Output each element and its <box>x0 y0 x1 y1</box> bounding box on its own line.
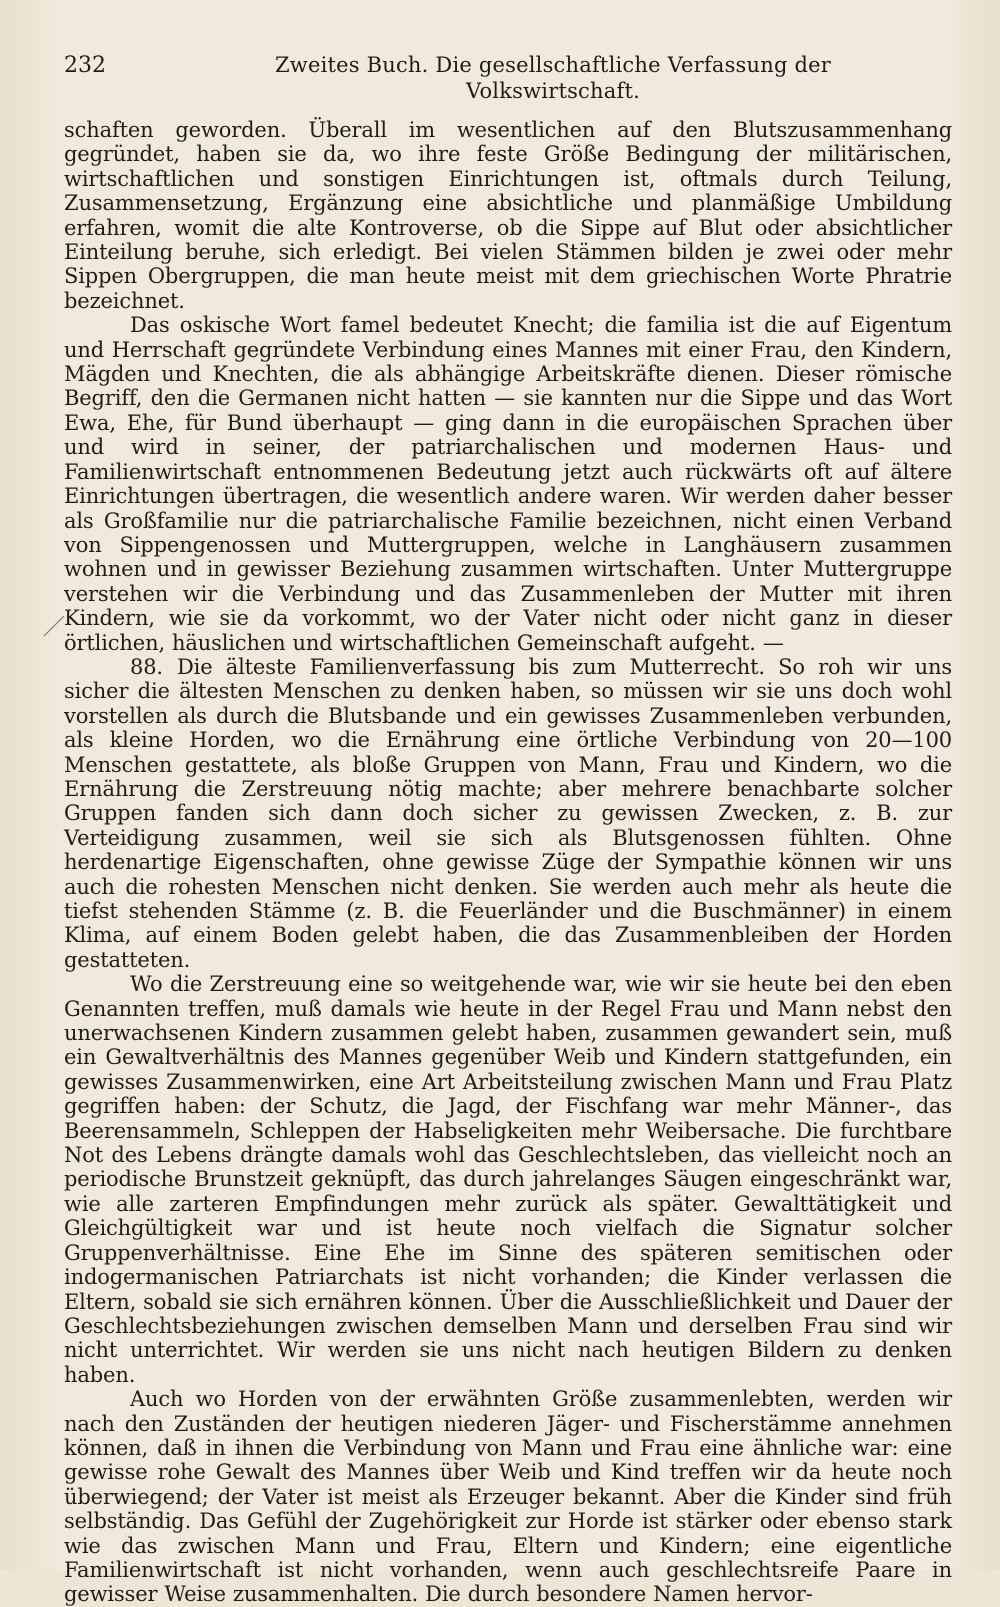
paragraph-continuation: schaften geworden. Überall im wesentlichen auf den Blutszusammenhang gegründet, haben sie da, wo ihre feste Größe Bedingung der militärischen, wirtschaftlichen und sonstigen Einrichtungen ist, oftmals durch Teilung, Zusammensetzung, Ergänzung eine absichtliche und planmäßige Umbildung erfahren, womit die alte Kontroverse, ob die Sippe auf Blut oder absichtlicher Einteilung beruhe, sich erledigt. Bei vielen Stämmen bilden je zwei oder mehr Sippen Obergruppen, die man heute meist mit dem griechischen Worte Phratrie bezeichnet. <box>64 118 952 313</box>
paragraph-section-88 <box>64 655 952 972</box>
page-number: 232 <box>64 53 106 78</box>
section-text: Die älteste Familienverfassung bis zum Mutterrecht. So roh wir uns sicher die ältesten Menschen zu denken haben, so müssen wir sie uns doch wohl vorstellen als durch die Blutsbande und ein gewisses Zusammenleben verbunden, als kleine Horden, wo die Ernährung eine örtliche Verbindung von 20—100 Menschen gestattete, als bloße Gruppen von Mann, Frau und Kindern, wo die Ernährung die Zerstreuung nötig machte; aber mehrere benachbarte solcher Gruppen fanden sich dann doch sicher zu gewissen Zwecken, z. B. zur Verteidigung zusammen, weil sie sich als Blutsgenossen fühlten. Ohne herdenartige Eigenschaften, ohne gewisse Züge der Sympathie können wir uns auch die rohesten Menschen nicht denken. Sie werden auch mehr als heute die tiefst stehenden Stämme (z. B. die Feuerländer und die Buschmänner) in einem Klima, auf einem Boden gelebt haben, die das Zusammenbleiben der Horden gestatteten. <box>64 654 952 972</box>
section-number: 88. <box>130 654 163 679</box>
paragraph-zerstreuung: Wo die Zerstreuung eine so weitgehende war, wie wir sie heute bei den eben Genannten treffen, muß damals wie heute in der Regel Frau und Mann nebst den unerwachsenen Kindern zusammen gelebt haben, zusammen gewandert sein, muß ein Gewaltverhältnis des Mannes gegenüber Weib und Kindern stattgefunden, ein gewisses Zusammenwirken, eine Art Arbeitsteilung zwischen Mann und Frau Platz gegriffen haben: der Schutz, die Jagd, der Fischfang war mehr Männer-, das Beerensammeln, Schleppen der Habseligkeiten mehr Weibersache. Die furchtbare Not des Lebens drängte damals wohl das Geschlechtsleben, das vielleicht noch an periodische Brunstzeit geknüpft, das durch jahrelanges Säugen eingeschränkt war, wie alle zarteren Empfindungen mehr zurück als später. Gewalttätigkeit und Gleichgültigkeit war und ist heute noch vielfach die Signatur solcher Gruppenverhältnisse. Eine Ehe im Sinne des späteren semitischen oder indogermanischen Patriarchats ist nicht vorhanden; die Kinder verlassen die Eltern, sobald sie sich ernähren können. Über die Ausschließlichkeit und Dauer der Geschlechtsbeziehungen zwischen demselben Mann und derselben Frau sind wir nicht unterrichtet. Wir werden sie uns nicht nach heutigen Bildern zu denken haben. <box>64 972 952 1387</box>
running-head: Zweites Buch. Die gesellschaftliche Verfassung der Volkswirtschaft. <box>274 53 832 103</box>
paragraph-horden: Auch wo Horden von der erwähnten Größe zusammenlebten, werden wir nach den Zuständen der heutigen niederen Jäger- und Fischerstämme annehmen können, daß in ihnen die Verbindung von Mann und Frau eine ähnliche war: eine gewisse rohe Gewalt des Mannes über Weib und Kind treffen wir da heute noch überwiegend; der Vater ist meist als Erzeuger bekannt. Aber die Kinder sind früh selbständig. Das Gefühl der Zugehörigkeit zur Horde ist stärker oder ebenso stark wie das zwischen Mann und Frau, Eltern und Kindern; eine eigentliche Familienwirtschaft ist nicht vorhanden, wenn auch geschlechtsreife Paare in gewisser Weise zusammenhalten. Die durch besondere Namen hervor- <box>64 1387 952 1607</box>
pencil-mark <box>40 612 68 640</box>
paragraph-familia: Das oskische Wort famel bedeutet Knecht; die familia ist die auf Eigentum und Herrschaft gegründete Verbindung eines Mannes mit einer Frau, den Kindern, Mägden und Knechten, die als abhängige Arbeitskräfte dienen. Dieser römische Begriff, den die Germanen nicht hatten — sie kannten nur die Sippe und das Wort Ewa, Ehe, für Bund überhaupt — ging dann in die europäischen Sprachen über und wird in seiner, der patriarchalischen und modernen Haus- und Familienwirtschaft entnommenen Bedeutung jetzt auch rückwärts oft auf ältere Einrichtungen übertragen, die wesentlich andere waren. Wir werden daher besser als Großfamilie nur die patriarchalische Familie bezeichnen, nicht einen Verband von Sippengenossen und Muttergruppen, welche in Langhäusern zusammen wohnen und in gewisser Beziehung zusammen wirtschaften. Unter Muttergruppe verstehen wir die Verbindung und das Zusammenleben der Mutter mit ihren Kindern, wie sie da vorkommt, wo der Vater nicht oder nicht ganz in dieser örtlichen, häuslichen und wirtschaftlichen Gemeinschaft aufgeht. — <box>64 313 952 655</box>
page-header <box>64 52 952 104</box>
body-text <box>64 118 952 1607</box>
